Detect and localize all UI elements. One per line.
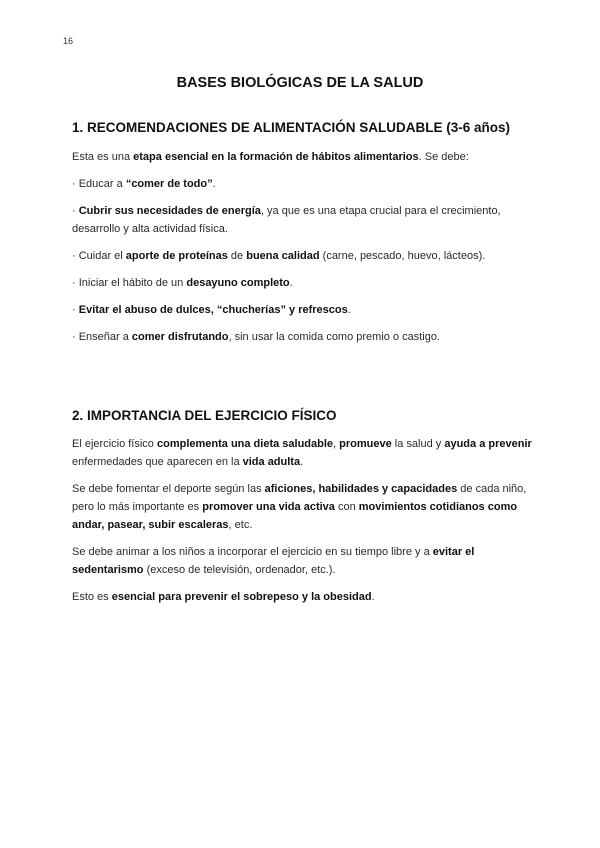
text-run: Esto es [72, 591, 112, 603]
paragraph [72, 328, 534, 346]
text-run: . [289, 277, 293, 289]
section-body [72, 148, 534, 346]
text-run: de [227, 250, 247, 262]
section-exercise [72, 408, 534, 615]
paragraph [72, 175, 534, 193]
bold-text: Evitar el abuso de dulces, “chucherías” y refrescos [78, 304, 348, 316]
section-nutrition [72, 120, 534, 355]
text-run: . [212, 178, 216, 190]
text-run: Esta es una [72, 151, 134, 163]
text-run: enfermedades que aparecen en la [72, 456, 243, 468]
section-heading: 2. IMPORTANCIA DEL EJERCICIO FÍSICO [72, 408, 337, 423]
section-body [72, 435, 534, 606]
paragraph [72, 274, 534, 292]
text-run: con [334, 501, 359, 513]
paragraph [72, 301, 534, 319]
text-run: Se debe fomentar el deporte según las [72, 483, 265, 495]
bold-text: complementa una dieta saludable [156, 438, 334, 450]
paragraph [72, 247, 534, 265]
text-run: . Se debe: [418, 151, 469, 163]
text-run: . [347, 304, 351, 316]
bold-text: esencial para prevenir el sobrepeso y la obesidad [111, 591, 372, 603]
bold-text: movimientos cotidianos como andar, pasear, subir escaleras [72, 501, 518, 531]
text-run: . [371, 591, 375, 603]
paragraph [72, 543, 534, 579]
text-run: , sin usar la comida como premio o castigo. [228, 331, 441, 343]
text-run: , ya que es una etapa crucial para el crecimiento, desarrollo y alta actividad física. [72, 205, 501, 235]
text-run: la salud y [391, 438, 445, 450]
text-run: · [72, 205, 79, 217]
paragraph [72, 202, 534, 238]
bold-text: desayuno completo [186, 277, 290, 289]
text-run: . [300, 456, 304, 468]
text-run: de cada niño, pero lo más importante es [72, 483, 527, 513]
bold-text: comer disfrutando [131, 331, 229, 343]
text-run: , [333, 438, 340, 450]
text-run: · [72, 304, 79, 316]
bold-text: Cubrir sus necesidades de energía [78, 205, 261, 217]
text-run: · Enseñar a [72, 331, 132, 343]
bold-text: aficiones, habilidades y capacidades [264, 483, 458, 495]
bold-text: promueve [339, 438, 392, 450]
bold-text: etapa esencial en la formación de hábitos alimentarios [133, 151, 419, 163]
paragraph [72, 588, 534, 606]
paragraph [72, 148, 534, 166]
text-run: El ejercicio físico [72, 438, 157, 450]
text-run: Se debe animar a los niños a incorporar el ejercicio en su tiempo libre y a [72, 546, 433, 558]
text-run: , etc. [228, 519, 253, 531]
text-run: · Iniciar el hábito de un [72, 277, 187, 289]
bold-text: vida adulta [242, 456, 301, 468]
text-run: (carne, pescado, huevo, lácteos). [319, 250, 486, 262]
bold-text: “comer de todo” [125, 178, 213, 190]
bold-text: buena calidad [246, 250, 320, 262]
bold-text: ayuda a prevenir [444, 438, 532, 450]
bold-text: evitar el sedentarismo [72, 546, 475, 576]
section-heading: 1. RECOMENDACIONES DE ALIMENTACIÓN SALUDABLE (3-6 años) [72, 120, 511, 135]
text-run: · Educar a [72, 178, 126, 190]
text-run: · Cuidar el [72, 250, 126, 262]
text-run: (exceso de televisión, ordenador, etc.). [143, 564, 336, 576]
bold-text: promover una vida activa [202, 501, 335, 513]
page-number: 16 [63, 36, 74, 46]
paragraph [72, 480, 534, 534]
document-title: BASES BIOLÓGICAS DE LA SALUD [176, 75, 424, 91]
bold-text: aporte de proteínas [125, 250, 228, 262]
paragraph [72, 435, 534, 471]
